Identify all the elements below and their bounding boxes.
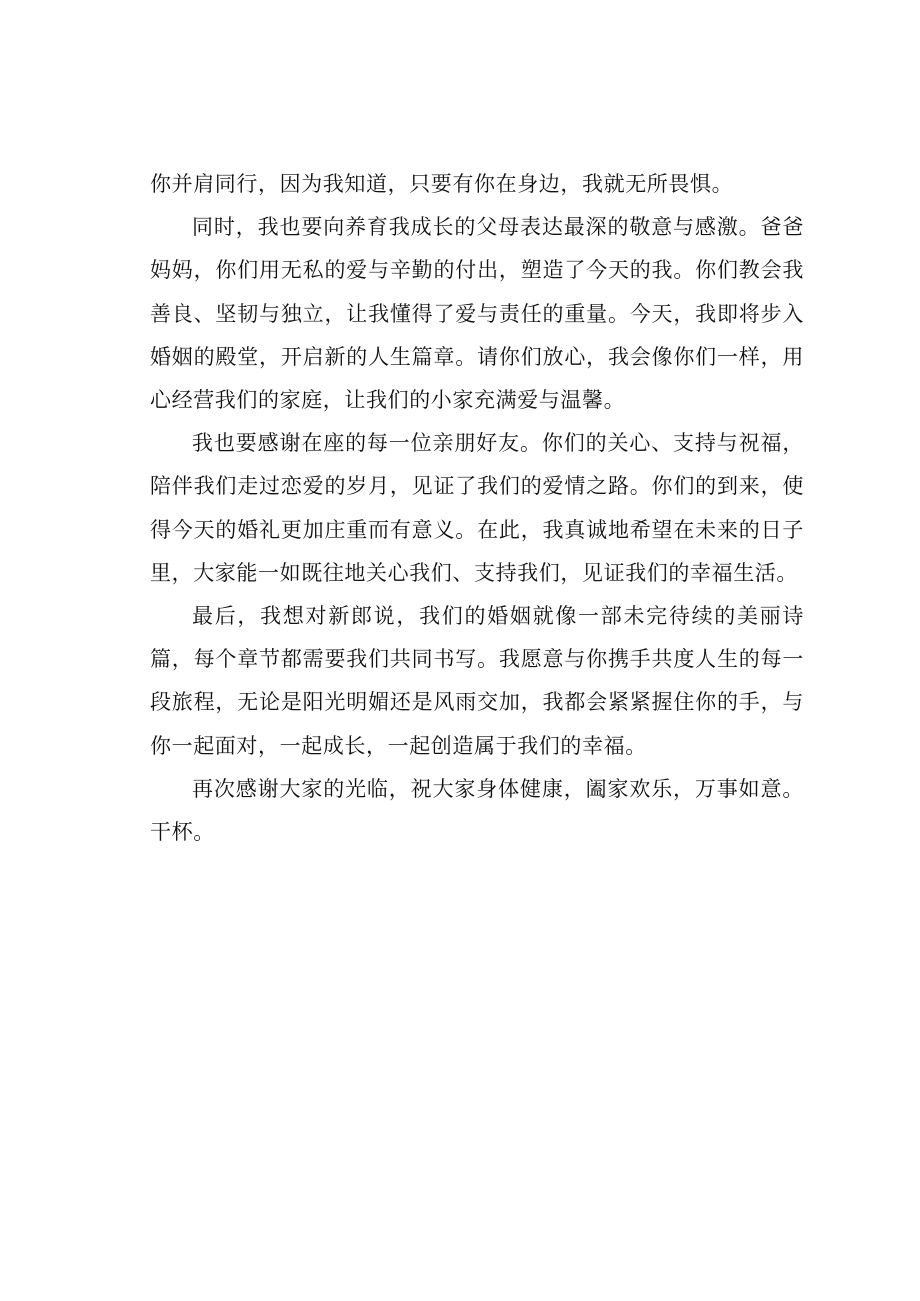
paragraph-continuation: 你并肩同行，因为我知道，只要有你在身边，我就无所畏惧。: [150, 172, 734, 196]
paragraph-to-groom: 最后，我想对新郎说，我们的婚姻就像一部未完待续的美丽诗篇，每个章节都需要我们共同书写。我愿意与你携手共度人生的每一段旅程，无论是阳光明媚还是风雨交加，我都会紧紧握住你的手，与你一起面对，一起成长，一起创造属于我们的幸福。: [150, 604, 804, 758]
document-body: [150, 163, 804, 854]
paragraph-closing-toast: 再次感谢大家的光临，祝大家身体健康，阖家欢乐，万事如意。干杯。: [150, 776, 804, 845]
paragraph-thanks-guests: 我也要感谢在座的每一位亲朋好友。你们的关心、支持与祝福，陪伴我们走过恋爱的岁月，见证了我们的爱情之路。你们的到来，使得今天的婚礼更加庄重而有意义。在此，我真诚地希望在未来的日子里，大家能一如既往地关心我们、支持我们，见证我们的幸福生活。: [150, 431, 804, 585]
paragraph-thanks-parents: 同时，我也要向养育我成长的父母表达最深的敬意与感激。爸爸妈妈，你们用无私的爱与辛勤的付出，塑造了今天的我。你们教会我善良、坚韧与独立，让我懂得了爱与责任的重量。今天，我即将步入婚姻的殿堂，开启新的人生篇章。请你们放心，我会像你们一样，用心经营我们的家庭，让我们的小家充满爱与温馨。: [150, 215, 804, 413]
